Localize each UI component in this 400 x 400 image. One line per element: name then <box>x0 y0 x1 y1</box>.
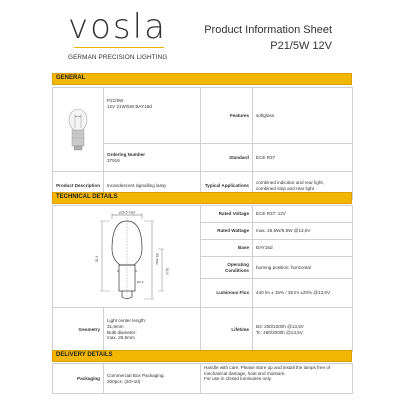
lifetime-line: Tc: 480/2000h @13,5V <box>256 329 303 335</box>
geometry-label: Geometry <box>53 308 104 352</box>
handling-notes <box>201 364 353 394</box>
dim-length-label: 32,4 <box>94 255 99 262</box>
geometry-line: max. 26,5mm <box>107 335 135 341</box>
document-title: Product Information Sheet <box>204 24 332 36</box>
bulb-photo-cell <box>53 88 104 172</box>
packaging-value <box>104 364 201 394</box>
rated-voltage-label: Rated Voltage <box>201 206 253 223</box>
applications-line: combined indicator and rear light, <box>256 179 324 185</box>
packaging-line: 200pcs. (20×10) <box>107 378 141 384</box>
rated-wattage-label: Rated Wattage <box>201 223 253 240</box>
luminous-flux-label: Luminous Flux <box>201 279 253 308</box>
delivery-table <box>52 363 353 394</box>
dim-center-label: 31,8 <box>164 267 169 274</box>
operating-conditions-label: Operating Conditions <box>201 257 253 279</box>
base-label: Base <box>201 240 253 257</box>
product-description-value: Incandescent signalling lamp <box>104 172 201 200</box>
geometry-value <box>104 308 201 352</box>
product-description-label: Product Description <box>53 172 104 200</box>
applications-line: combined stop and rear light <box>256 185 314 191</box>
brand-name: vosla <box>68 7 167 47</box>
technical-drawing-cell <box>53 206 201 308</box>
handling-line: mechanical damage, heat and moisture. <box>204 370 286 376</box>
standard-value: ECE R37 <box>253 144 353 172</box>
standard-label: Standard <box>201 144 253 172</box>
lifetime-label: Lifetime <box>201 308 253 352</box>
table-row <box>53 308 353 352</box>
section-delivery-header <box>52 350 352 362</box>
technical-table <box>52 205 353 352</box>
rated-voltage-value: ECE R37: 12V <box>253 206 353 223</box>
document-product: P21/5W 12V <box>270 40 332 52</box>
ordering-cell <box>104 144 201 172</box>
luminous-flux-value: 440 lm ± 15% / 35 lm ±20% @13,5V <box>253 279 353 308</box>
geometry-line: 31,8mm <box>107 323 124 329</box>
logo-divider <box>74 47 164 48</box>
table-row <box>53 364 353 394</box>
dim-top-label: ⌀26,5 max <box>118 210 135 214</box>
table-row <box>53 88 353 144</box>
ordering-number: 37916 <box>107 157 120 163</box>
geometry-line: Light center length: <box>107 318 147 324</box>
lifetime-line: B3: 250/1000h @13,5V <box>256 323 304 329</box>
page-header <box>0 0 400 64</box>
section-technical-title: TECHNICAL DETAILS <box>56 194 118 200</box>
general-table <box>52 87 353 200</box>
table-row <box>53 206 353 223</box>
ordering-label: Ordering Number <box>107 151 146 157</box>
section-technical-header <box>52 192 352 204</box>
handling-line: For use in closed luminaires only. <box>204 376 272 382</box>
dim-overall-label: 55 max <box>154 252 159 265</box>
brand-logo <box>68 7 168 61</box>
lifetime-value <box>253 308 353 352</box>
features-value: softglass <box>253 88 353 144</box>
base-value: BAY15d <box>253 240 353 257</box>
product-info-line: P21/5W <box>107 98 124 103</box>
rated-wattage-value: max. 26,5W/6,6W @13,5V <box>253 223 353 240</box>
section-general-header <box>52 73 352 85</box>
operating-conditions-value: burning position: horizontal <box>253 257 353 279</box>
typical-applications-label: Typical Applications <box>201 172 253 200</box>
packaging-line: Commercial Box Packaging: <box>107 372 165 378</box>
features-label: Features <box>201 88 253 144</box>
section-general-title: GENERAL <box>56 75 86 81</box>
dim-side-label: Ø1,2 <box>136 279 144 284</box>
bulb-photo <box>67 108 89 152</box>
geometry-line: Bulb diameter: <box>107 329 137 335</box>
technical-drawing <box>62 209 192 305</box>
brand-tagline: GERMAN PRECISION LIGHTING <box>68 54 168 61</box>
product-info-cell <box>104 88 201 144</box>
product-info-line: 12V 21W/5W BAY15d <box>107 103 152 109</box>
packaging-label: Packaging <box>53 364 104 394</box>
section-delivery-title: DELIVERY DETAILS <box>56 352 113 358</box>
handling-line: Handle with care. Please store up and install the lamps free of <box>204 365 331 370</box>
